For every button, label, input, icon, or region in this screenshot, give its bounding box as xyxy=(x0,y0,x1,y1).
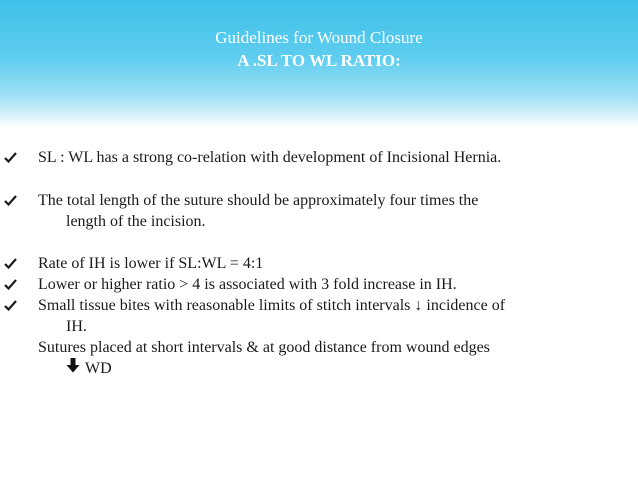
note-wd-text: WD xyxy=(85,360,112,377)
bullet-item-4 xyxy=(0,274,630,295)
bullet-continuation: IH. xyxy=(66,318,87,335)
checkmark-icon xyxy=(4,190,18,211)
title-line-1: Guidelines for Wound Closure xyxy=(215,28,423,47)
bullet-item-3 xyxy=(0,253,630,274)
header-band xyxy=(0,0,638,128)
bullet-continuation: length of the incision. xyxy=(66,213,206,230)
bullet-item-5 xyxy=(0,295,630,337)
title-line-2: A .SL TO WL RATIO: xyxy=(237,51,401,70)
checkmark-icon xyxy=(4,295,18,316)
bullet-item-2 xyxy=(0,190,630,232)
bullet-list xyxy=(0,147,630,379)
bullet-text: Lower or higher ratio > 4 is associated with 3 fold increase in IH. xyxy=(38,276,457,293)
slide-title xyxy=(0,26,638,72)
note-line-1: Sutures placed at short intervals & at good distance from wound edges xyxy=(38,339,490,356)
bullet-text: The total length of the suture should be approximately four times the xyxy=(38,192,479,209)
checkmark-icon xyxy=(4,147,18,168)
bullet-text: Rate of IH is lower if SL:WL = 4:1 xyxy=(38,255,264,272)
checkmark-icon xyxy=(4,253,18,274)
note-block xyxy=(0,337,630,379)
bullet-item-1 xyxy=(0,147,630,168)
bold-down-arrow-icon xyxy=(66,358,80,379)
note-line-2 xyxy=(38,358,630,379)
bullet-text: SL : WL has a strong co-relation with development of Incisional Hernia. xyxy=(38,149,502,166)
checkmark-icon xyxy=(4,274,18,295)
bullet-text: Small tissue bites with reasonable limits of stitch intervals ↓ incidence of xyxy=(38,297,506,314)
